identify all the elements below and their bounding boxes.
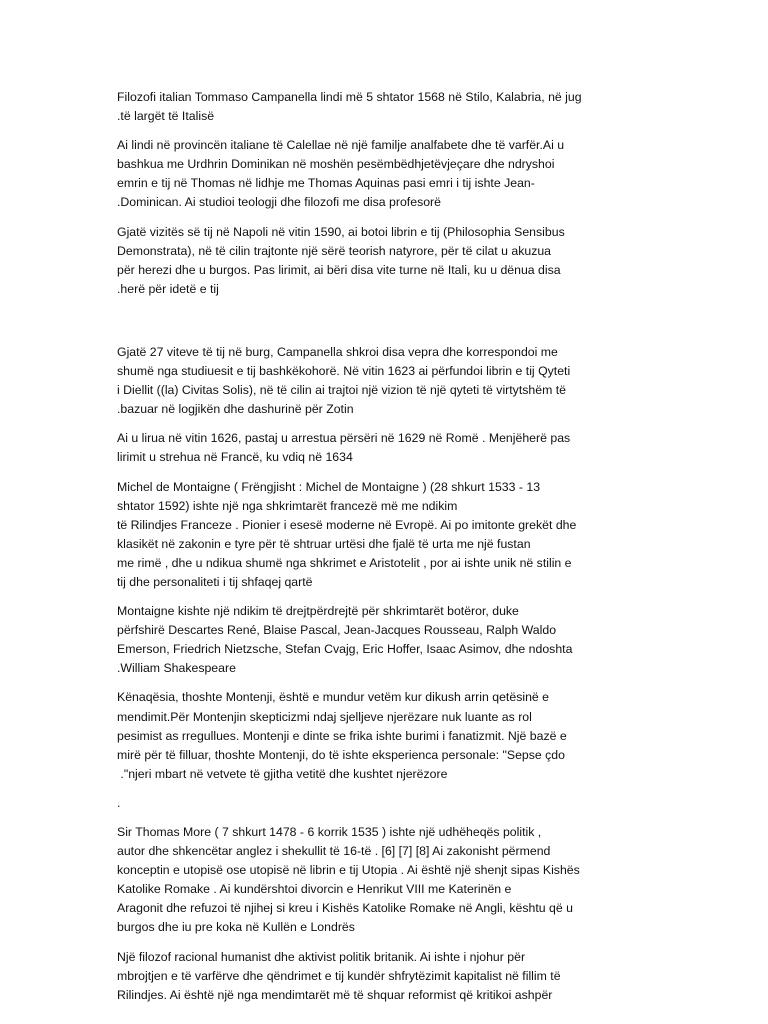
text-line: .herë për idetë e tij (117, 281, 219, 296)
text-line: Montaigne kishte një ndikim të drejtpërdrejtë për shkrimtarët botëror, duke (117, 604, 519, 619)
text-line: me rimë , dhe u ndikua shumë nga shkrimet e Aristotelit , por ai ishte unik në stilin e (117, 555, 572, 570)
text-line: Ai lindi në provincën italiane të Calellae në një familje analfabete dhe të varfër.Ai u (117, 138, 565, 153)
paragraph-campanella-prison (117, 343, 618, 419)
paragraph-campanella-release (117, 429, 618, 467)
text-line: emrin e tij në Thomas në lidhje me Thomas Aquinas pasi emri i tij ishte Jean- (117, 176, 535, 191)
text-line: konceptin e utopisë ose utopisë në librin e tij Utopia . Ai është një shenjt sipas Kishës (117, 863, 580, 878)
text-line: shtator 1592) ishte një nga shkrimtarët francezë më me ndikim (117, 498, 458, 513)
text-line: përfshirë Descartes René, Blaise Pascal, Jean-Jacques Rousseau, Ralph Waldo (117, 623, 557, 638)
text-line: mbrojtjen e të varfërve dhe qëndrimet e tij kundër shfrytëzimit kapitalist në fillim të (117, 968, 561, 983)
paragraph-campanella-napoli (117, 223, 618, 299)
text-line: Gjatë 27 viteve të tij në burg, Campanella shkroi disa vepra dhe korrespondoi me (117, 344, 558, 359)
text-line: .Dominican. Ai studioi teologji dhe filozofi me disa profesorë (117, 195, 441, 210)
text-line: Katolike Romake . Ai kundërshtoi divorcin e Henrikut VIII me Katerinën e (117, 882, 512, 897)
text-line: klasikët në zakonin e tyre për të shtruar urtësi dhe fjalë të urta me një fustan (117, 536, 531, 551)
text-line: i Diellit ((la) Civitas Solis), në të cilin ai trajtoi një vizion të një qyteti të virtytshëm të (117, 383, 566, 398)
text-line: Demonstrata), në të cilin trajtonte një sërë teorish natyrore, për të cilat u akuzua (117, 243, 552, 258)
text-line: mirë për të filluar, thoshte Montenji, do të ishte eksperienca personale: "Sepse çdo (117, 747, 565, 762)
text-line: ."njeri mbart në vetvete të gjitha vetitë dhe kushtet njerëzore (117, 766, 448, 781)
paragraph-thomas-more (117, 823, 618, 938)
text-line: autor dhe shkencëtar anglez i shekullit të 16-të . [6] [7] [8] Ai zakonisht përmend (117, 844, 551, 859)
text-line: të Rilindjes Franceze . Pionier i esesë moderne në Evropë. Ai po imitonte grekët dhe (117, 517, 577, 532)
paragraph-montaigne-happiness (117, 688, 618, 783)
text-line: për herezi dhe u burgos. Pas lirimit, ai bëri disa vite turne në Itali, ku u dënua disa (117, 262, 561, 277)
paragraph-montaigne-intro (117, 478, 618, 593)
text-line: mendimit.Për Montenjin skepticizmi ndaj sjelljeve njerëzare nuk luante as rol (117, 709, 532, 724)
text-line: Michel de Montaigne ( Frëngjisht : Michel de Montaigne ) (28 shkurt 1533 - 13 (117, 479, 541, 494)
text-line: lirimit u strehua në Francë, ku vdiq në 1634 (117, 450, 353, 465)
text-line: Gjatë vizitës së tij në Napoli në vitin 1590, ai botoi librin e tij (Philosophia Sensibus (117, 224, 565, 239)
text-line: .William Shakespeare (117, 661, 236, 676)
text-line: Kënaqësia, thoshte Montenji, është e mundur vetëm kur dikush arrin qetësinë e (117, 690, 550, 705)
paragraph-campanella-birth (117, 88, 618, 126)
text-line: Rilindjes. Ai është një nga mendimtarët më të shquar reformist që kritikoi ashpër (117, 987, 553, 1002)
text-line: .të largët të Italisë (117, 109, 215, 124)
text-line: Aragonit dhe refuzoi të njihej si kreu i Kishës Katolike Romake në Angli, kështu që u (117, 901, 573, 916)
text-line: .bazuar në logjikën dhe dashurinë për Zotin (117, 402, 354, 417)
paragraph-separator-dot (117, 794, 618, 813)
text-line: pesimist as rregullues. Montenji e dinte se frika ishte burimi i fanatizmit. Një bazë e (117, 728, 567, 743)
paragraph-philosopher-humanist (117, 948, 618, 1005)
text-line: Emerson, Friedrich Nietzsche, Stefan Cvajg, Eric Hoffer, Isaac Asimov, dhe ndoshta (117, 642, 573, 657)
text-line: Ai u lirua në vitin 1626, pastaj u arrestua përsëri në 1629 në Romë . Menjëherë pas (117, 431, 571, 446)
text-line: burgos dhe iu pre koka në Kullën e Londrës (117, 920, 355, 935)
text-line: Një filozof racional humanist dhe aktivist politik britanik. Ai ishte i njohur për (117, 949, 526, 964)
text-line: Sir Thomas More ( 7 shkurt 1478 - 6 korrik 1535 ) ishte një udhëheqës politik , (117, 825, 542, 839)
text-line: bashkua me Urdhrin Dominikan në moshën pesëmbëdhjetëvjeçare dhe ndryshoi (117, 157, 555, 172)
text-line: . (117, 795, 121, 810)
text-line: tij dhe personaliteti i tij shfaqej qartë (117, 574, 313, 589)
paragraph-montaigne-influence (117, 602, 618, 678)
text-line: shumë nga studiuesit e tij bashkëkohorë. Në vitin 1623 ai përfundoi librin e tij Qyteti (117, 364, 571, 379)
text-line: Filozofi italian Tommaso Campanella lindi më 5 shtator 1568 në Stilo, Kalabria, në jug (117, 90, 582, 104)
paragraph-campanella-early-life (117, 136, 618, 212)
